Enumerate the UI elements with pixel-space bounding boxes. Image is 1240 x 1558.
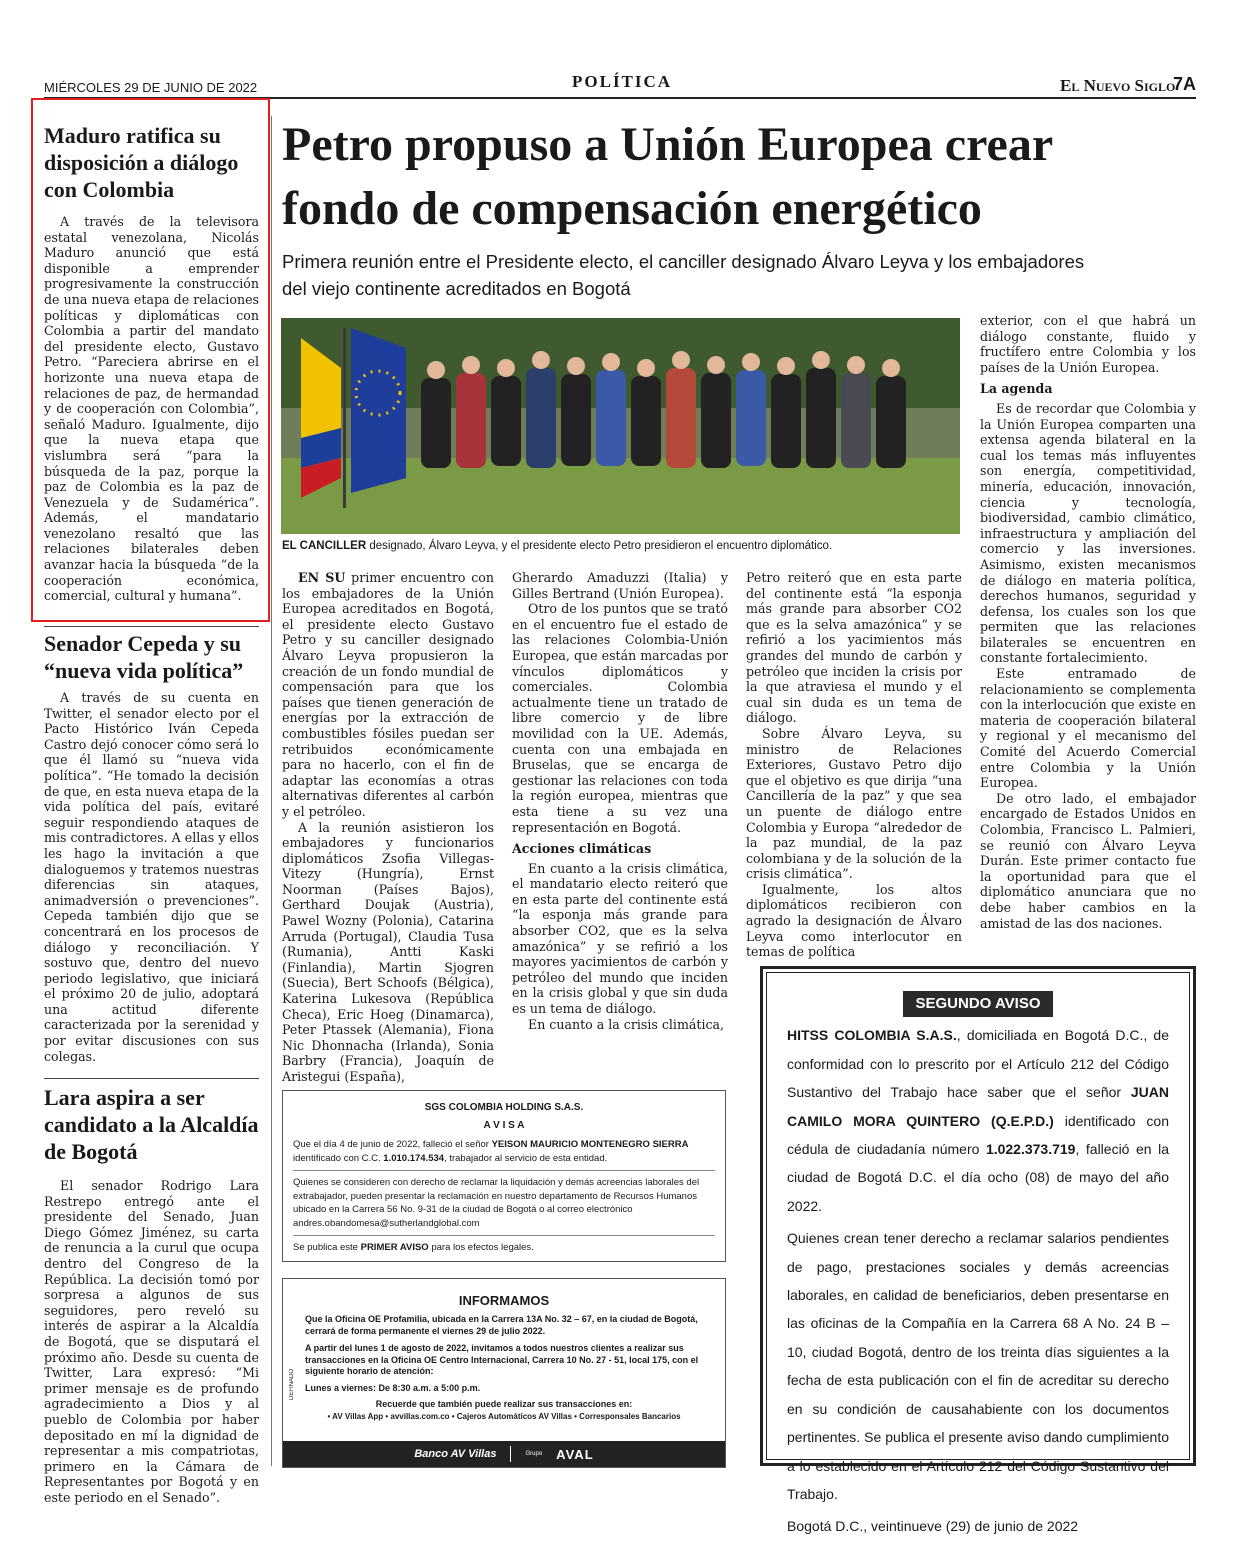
lara-title: Lara aspira a ser candidato a la Alcaldía de Bogotá bbox=[44, 1085, 259, 1164]
sgs-text: Se publica este bbox=[293, 1242, 361, 1253]
caption-lead: EL CANCILLER bbox=[282, 540, 367, 552]
sgs-text: , trabajador al servicio de esta entidad. bbox=[444, 1152, 608, 1164]
paragraph: En cuanto a la crisis climática, bbox=[528, 1016, 725, 1032]
sgs-company: SGS COLOMBIA HOLDING S.A.S. bbox=[424, 1102, 584, 1113]
paragraph: Sobre Álvaro Leyva, su ministro de Relaciones Exteriores, Gustavo Petro dijo que el objetivo es que dirija “una Cancillería de la paz” y que sea un puente de diálogo entre Colombia y Europa “alrededor de la paz mundial, de la paz colombiana y de la solución de la crisis climática”. bbox=[746, 725, 962, 882]
paragraph: Otro de los puntos que se trató en el encuentro fue el estado de las relaciones Colombia-Unión Europea, que están marcadas por vínculos diplomáticos y comerciales. Colombia actualmente tiene un tratado de libre comercio y de libre movilidad con la UE. Además, cuenta con una embajada en Bruselas, que se encarga de gestionar las relaciones con toda la región europea, mientras que esta tiene a su vez una representación en Bogotá. bbox=[512, 601, 728, 835]
informamos-notice bbox=[282, 1278, 726, 1468]
main-headline-line-1: Petro propuso a Unión Europea crear bbox=[282, 118, 1054, 171]
id-number: 1.010.174.534 bbox=[383, 1152, 445, 1164]
divider bbox=[44, 1078, 259, 1079]
column-rule bbox=[271, 116, 272, 1466]
deceased-name: JUAN CAMILO MORA QUINTERO (Q.E.P.D.) bbox=[787, 1084, 1169, 1129]
bank-name: Banco AV Villas bbox=[414, 1448, 497, 1460]
paragraph: Este entramado de relacionamiento se complementa con la interlocución que existe en materia de cooperación bilateral y regional y el mecanismo del Comité del Acuerdo Comercial entre Colombia y la Unión Europea. bbox=[980, 666, 1196, 791]
divider bbox=[44, 626, 259, 627]
paragraph: De otro lado, el embajador encargado de Estados Unidos en Colombia, Francisco L. Palmieri, se reunió con Álvaro Leyva Durán. Este primer contacto fue la oportunidad para que el diplomático anunciara que no debe haber cambios en la amistad de las dos naciones. bbox=[980, 790, 1196, 931]
subheadline-line-2: del viejo continente acreditados en Bogotá bbox=[282, 278, 631, 299]
maduro-title: Maduro ratifica su disposición a diálogo con Colombia bbox=[44, 123, 239, 202]
group-photo-illustration bbox=[281, 318, 960, 534]
article-column-3 bbox=[746, 570, 962, 960]
first-notice-label: PRIMER AVISO bbox=[360, 1242, 429, 1253]
lead-in: EN SU bbox=[298, 570, 346, 585]
subheadline-line-1: Primera reunión entre el Presidente electo, el canciller designado Álvaro Leyva y los embajadores bbox=[282, 251, 1085, 272]
deceased-name: YEISON MAURICIO MONTENEGRO SIERRA bbox=[491, 1139, 689, 1150]
group-label: Grupo bbox=[525, 1451, 543, 1457]
divider bbox=[510, 1446, 511, 1462]
section-heading: Acciones climáticas bbox=[512, 841, 652, 857]
paragraph: Es de recordar que Colombia y la Unión Europea comparten una extensa agenda bilateral en la cual los temas más influyentes son energía, competitividad, minería, educación, innovación, ciencia y tecnología, biodiversidad, cambio climático, infraestructura y ampliación del comercio y las inversiones. Asimismo, existen mecanismos de diálogo en materia política, derechos humanos, seguridad y defensa, los cuales son los que permiten que las relaciones bilaterales se encuentren en constante fortalecimiento. bbox=[980, 400, 1196, 666]
paragraph: Igualmente, los altos diplomáticos recibieron con agrado la designación de Álvaro Leyva como interlocutor en temas de política bbox=[746, 881, 962, 960]
newspaper-name: El Nuevo Siglo bbox=[1060, 76, 1176, 95]
divider bbox=[293, 1235, 715, 1236]
article-column-1 bbox=[282, 570, 494, 1085]
notice-date: Bogotá D.C., veintinueve (29) de junio de 2022 bbox=[787, 1518, 1079, 1535]
bank-logo-bar bbox=[283, 1441, 725, 1467]
article-column-4 bbox=[980, 313, 1196, 931]
section-name: POLÍTICA bbox=[572, 72, 673, 91]
paragraph: primer encuentro con los embajadores de la Unión Europea acreditados en Bogotá, el presidente electo Gustavo Petro y su canciller designado Álvaro Leyva propusieron la creación de un fondo mundial de compensación para que los países que tienen generación de energías por la extracción de combustibles fósiles puedan ser retribuidos económicamente para no hacerlo, con el fin de adaptar las economías a otras alternativas diferentes al carbón y el petróleo. bbox=[282, 570, 494, 819]
section-heading: La agenda bbox=[980, 381, 1053, 397]
company-name: HITSS COLOMBIA S.A.S. bbox=[787, 1027, 957, 1044]
group-photo bbox=[281, 318, 960, 534]
cepeda-body: A través de su cuenta en Twitter, el senador electo por el Pacto Histórico Iván Cepeda Castro dejó conocer cómo será lo que él llamó su “nueva vida política”. “He tomado la decisión de que, en esta nueva etapa de la vida política del país, evitaré seguir respondiendo ataques de mis contradictores. A ellas y ellos les hago la invitación a que dialoguemos y tratemos nuestras diferencias sin ataques, animadversión o prevenciones”. Cepeda también dijo que se concentrará en los procesos de diálogo y reconciliación. Y sostuvo que, dentro del nuevo periodo legislativo, que iniciará el próximo 20 de julio, adoptará una actitud diferente caracterizada por la serenidad y por evitar discusiones con sus colegas. bbox=[44, 690, 259, 1064]
aval-logo: AVAL bbox=[556, 1446, 594, 1462]
paragraph: exterior, con el que habrá un diálogo constante, fluido y fructífero entre Colombia y los países de la Unión Europea. bbox=[980, 313, 1196, 375]
sgs-claim-text: Quienes se consideren con derecho de reclamar la liquidación y demás acreencias laborales del extrabajador, pueden presentar la reclamación en nuestro departamento de Recursos Humanos ubicado en la Carrera 56 No. 9-31 de la ciudad de Bogotá o al correo electrónico andres.obandomesa@sutherlandglobal.com bbox=[293, 1177, 700, 1229]
hours-text: Lunes a viernes: De 8:30 a.m. a 5:00 p.m. bbox=[305, 1382, 481, 1393]
paragraph: A la reunión asistieron los embajadores y funcionarios diplomáticos Zsofia Villegas-Vitezy (Hungría), Ernst Noorman (Países Bajos), Gerthard Doujak (Austria), Pawel Wozny (Polonia), Catarina Arruda (Portugal), Claudia Tusa (Rumania), Antti Kaski (Finlandia), Martin Sjogren (Suecia), Bert Schoofs (Bélgica), Katerina Lukesova (República Checa), Eric Hoeg (Dinamarca), Peter Ptassek (Alemania), Fiona Nic Dhonnacha (Irlanda), Sonia Barbry (Francia), Joaquín de Aristegui (España), bbox=[282, 819, 494, 1084]
id-number: 1.022.373.719 bbox=[985, 1141, 1076, 1158]
photo-caption bbox=[282, 540, 832, 552]
sgs-text: identificado con C.C. bbox=[293, 1152, 384, 1164]
sgs-text: para los efectos legales. bbox=[428, 1242, 534, 1253]
paragraph: Petro reiteró que en esta parte del continente está “la esponja más grande para absorber CO2 que es la selva amazónica” y se refirió a los yacimientos más grandes del mundo de carbón y petróleo que inciden la crisis por la que atraviesa el mundo y el cual sin duda es un tema de diálogo. bbox=[746, 570, 962, 726]
lara-body: El senador Rodrigo Lara Restrepo entregó ante el presidente del Senado, Juan Diego Gómez Jiménez, su carta de renuncia a la curul que ocupa dentro del Congreso de la República. La decisión tomó por sorpresa a algunos de sus seguidores, pero reveló su interés de aspirar a la Alcaldía de Bogotá, que se disputará el próximo año. Desde su cuenta de Twitter, Lara expresó: “Mi primer mensaje es de profundo agradecimiento a Dios y al pueblo de Colombia por haber depositado en mí la dignidad de representar a mis compatriotas, primero en la Cámara de Representantes por Bogotá y en este periodo en el Senado”. bbox=[44, 1178, 259, 1505]
article-column-2 bbox=[512, 570, 728, 1032]
edition-date: MIÉRCOLES 29 DE JUNIO DE 2022 bbox=[44, 80, 258, 95]
side-label: DEFINADO bbox=[289, 1369, 295, 1401]
sgs-text: Que el día 4 de junio de 2022, falleció el señor bbox=[293, 1139, 492, 1150]
new-office-text: A partir del lunes 1 de agosto de 2022, invitamos a todos nuestros clientes a realizar sus transacciones en la Oficina OE Centro Internacional, Carrera 10 No. 27 - 51, local 175, con el siguiente horario de atención: bbox=[305, 1343, 699, 1376]
divider bbox=[293, 1170, 715, 1171]
page-number: 7A bbox=[1173, 74, 1197, 94]
notice-text: identificado con cédula de ciudadanía número bbox=[787, 1112, 1170, 1158]
claim-text: Quienes crean tener derecho a reclamar salarios pendientes de pago, prestaciones sociales y demás acreencias laborales, en calidad de beneficiarios, deben presentarse en las oficinas de la Compañía en la Carrera 68 A No. 24 B – 10, ciudad Bogotá, dentro de los treinta días siguientes a la fecha de esta publicación con el fin de acreditar su derecho en su condición de causahabiente con los documentos pertinentes. Se publica el presente aviso dando cumplimiento a lo establecido en el Artículo 212 del Código Sustantivo del Trabajo. bbox=[787, 1230, 1169, 1502]
informamos-title: INFORMAMOS bbox=[458, 1293, 550, 1308]
segundo-aviso-notice bbox=[760, 966, 1196, 1535]
maduro-body: A través de la televisora estatal venezolana, Nicolás Maduro anunció que está disponible a emprender progresivamente la construcción de una nueva etapa de relaciones políticas y diplomáticas con Colombia a partir del mandato del presidente electo, Gustavo Petro. “Pareciera abrirse en el horizonte una nueva etapa de relaciones de paz, de hermandad y de cooperación con Colombia”, señaló Maduro. Igualmente, dijo que la nueva etapa que vislumbra será “para la búsqueda de la paz, porque la paz de Colombia es la paz de Venezuela y de Sudamérica”. Además, el mandatario venezolano resaltó que las relaciones bilaterales deben avanzar hacia la búsqueda “de la cooperación económica, comercial, cultural y humana”. bbox=[44, 214, 259, 604]
segundo-aviso-title: SEGUNDO AVISO bbox=[903, 991, 1052, 1017]
caption-text: designado, Álvaro Leyva, y el presidente electo Petro presidieron el encuentro diplomático. bbox=[366, 540, 833, 552]
notice-text: , falleció en la ciudad de Bogotá D.C. el día ocho (08) de mayo del año 2022. bbox=[787, 1141, 1170, 1214]
main-headline-line-2: fondo de compensación energético bbox=[282, 182, 982, 235]
paragraph: En cuanto a la crisis climática, el mandatario electo reiteró que en esta parte del continente está “la esponja más grande para absorber CO2, que es la selva amazónica” y se refirió a los mayores yacimientos de carbón y petróleo del mundo que inciden en la crisis global y que sin duda es un tema de diálogo. bbox=[512, 860, 728, 1017]
paragraph: Gherardo Amaduzzi (Italia) y Gilles Bertrand (Unión Europea). bbox=[512, 570, 728, 601]
cepeda-title: Senador Cepeda y su “nueva vida política” bbox=[44, 631, 244, 683]
closing-text: Que la Oficina OE Profamilia, ubicada en la Carrera 13A No. 32 – 67, en la ciudad de Bogotá, cerrará de forma permanente el viernes 29 de julio 2022. bbox=[305, 1314, 698, 1336]
sgs-notice bbox=[282, 1090, 726, 1262]
channels-text: • AV Villas App • avvillas.com.co • Cajeros Automáticos AV Villas • Corresponsales Bancarios bbox=[327, 1412, 681, 1421]
sgs-avisa: A V I S A bbox=[483, 1119, 525, 1131]
notice-text: , domiciliada en Bogotá D.C., de conformidad con lo prescrito por el Artículo 212 del Código Sustantivo del Trabajo hace saber que el señor bbox=[787, 1027, 1170, 1101]
remember-text: Recuerde que también puede realizar sus transacciones en: bbox=[375, 1399, 633, 1409]
